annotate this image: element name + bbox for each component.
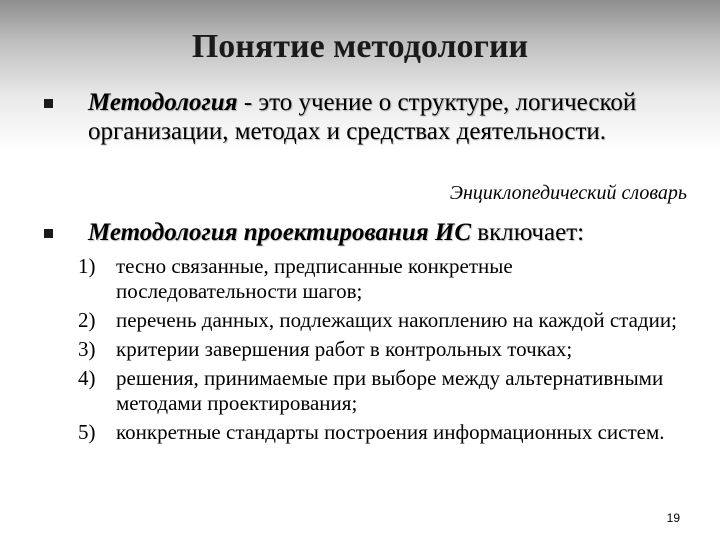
list-item — [78, 366, 678, 416]
definition-text: - это учение о структуре, логической организации, методах и средствах деятельности. — [88, 89, 637, 145]
list-item — [78, 420, 678, 445]
numbered-list — [78, 254, 678, 449]
methodology-term: Методология проектирования ИС — [88, 219, 472, 246]
citation-source: Энциклопедический словарь — [449, 182, 687, 204]
list-item — [78, 254, 678, 304]
list-item-text: решения, принимаемые при выборе между альтернативными методами проектирования; — [116, 366, 664, 415]
list-item-number: 3) — [78, 337, 96, 361]
includes-text: включает: — [471, 219, 585, 246]
list-item-text: тесно связанные, предписанные конкретные последовательности шагов; — [116, 254, 513, 303]
page-number: 19 — [666, 511, 680, 525]
list-item — [78, 337, 678, 362]
list-item-text: конкретные стандарты построения информационных систем. — [116, 420, 665, 444]
list-item — [78, 308, 678, 333]
definition-term: Методология — [88, 89, 238, 116]
list-item-number: 2) — [78, 308, 96, 332]
bullet-icon — [44, 229, 53, 238]
list-item-text: перечень данных, подлежащих накоплению на каждой стадии; — [116, 308, 677, 332]
slide-title: Понятие методологии — [191, 28, 529, 65]
bullet-icon — [44, 99, 53, 108]
list-item-text: критерии завершения работ в контрольных точках; — [116, 337, 573, 361]
list-item-number: 1) — [78, 254, 96, 278]
includes-paragraph — [88, 218, 688, 247]
list-item-number: 5) — [78, 420, 96, 444]
definition-paragraph — [88, 88, 648, 146]
list-item-number: 4) — [78, 366, 96, 390]
